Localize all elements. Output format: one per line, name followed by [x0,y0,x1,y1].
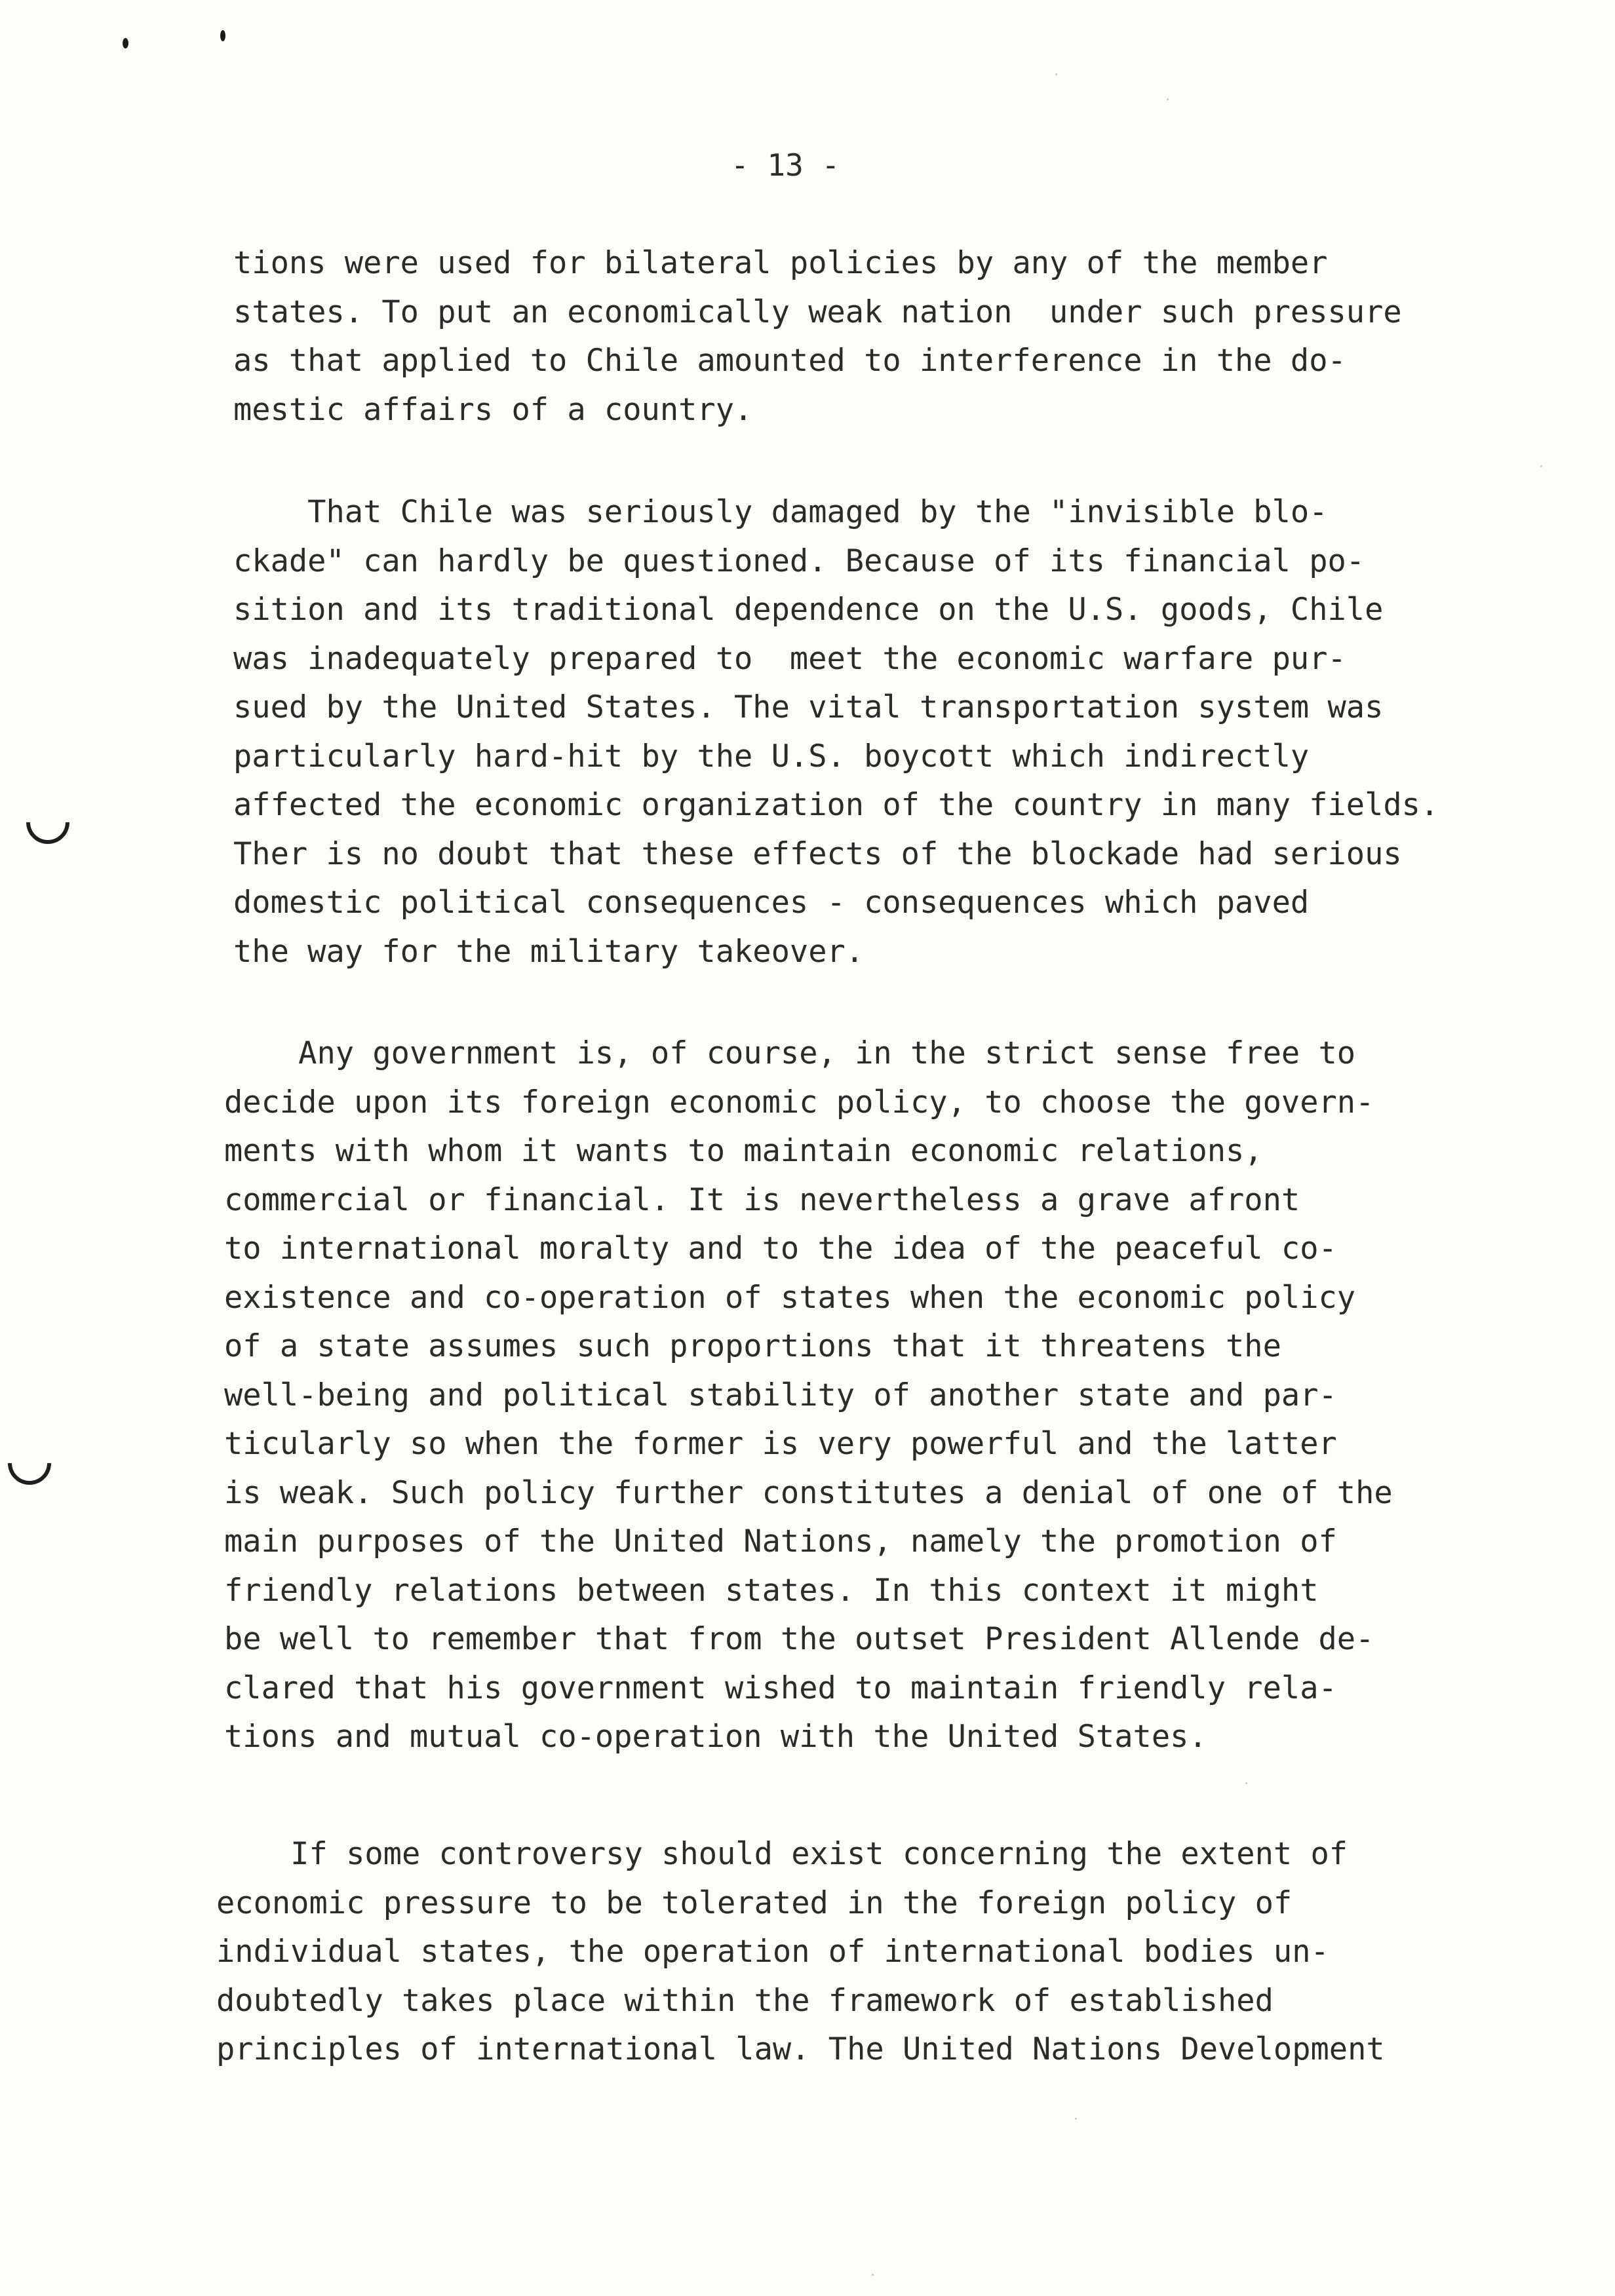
scan-noise [1167,98,1169,100]
punch-hole-mark [17,792,78,852]
text-line: affected the economic organization of the country in many fields. [233,787,1439,823]
text-line: sition and its traditional dependence on the U.S. goods, Chile [233,592,1384,628]
text-line: economic pressure to be tolerated in the foreign policy of [216,1885,1293,1921]
ink-speck [220,30,225,41]
text-line: was inadequately prepared to meet the economic warfare pur- [233,641,1346,677]
text-line: domestic political consequences - consequences which paved [233,885,1310,921]
text-line: existence and co-operation of states when the economic policy [224,1280,1356,1316]
page-number: - 13 - [731,147,840,183]
text-line: If some controversy should exist concerning the extent of [216,1836,1348,1872]
text-line: be well to remember that from the outset President Allende de- [224,1621,1374,1657]
text-line: tions were used for bilateral policies by any of the member [233,245,1328,281]
text-line: the way for the military takeover. [233,934,865,970]
scan-noise [1540,465,1542,467]
text-line: to international moralty and to the idea of the peaceful co- [224,1231,1337,1267]
text-line: commercial or financial. It is nevertheless a grave afront [224,1182,1300,1218]
text-line: friendly relations between states. In this context it might [224,1573,1319,1609]
text-line: tions and mutual co-operation with the United States. [224,1719,1207,1755]
text-line: Ther is no doubt that these effects of the blockade had serious [233,836,1402,872]
text-line: That Chile was seriously damaged by the "invisible blo- [233,494,1328,530]
text-line: mestic affairs of a country. [233,392,753,428]
text-line: main purposes of the United Nations, namely the promotion of [224,1523,1337,1559]
scan-noise [1075,2118,1077,2120]
scan-noise [1055,73,1057,75]
text-line: ments with whom it wants to maintain economic relations, [224,1133,1263,1169]
text-line: principles of international law. The United Nations Development [216,2031,1385,2067]
text-line: as that applied to Chile amounted to interference in the do- [233,343,1346,379]
text-line: clared that his government wished to maintain friendly rela- [224,1670,1337,1706]
text-line: individual states, the operation of international bodies un- [216,1934,1329,1970]
text-line: sued by the United States. The vital transportation system was [233,689,1384,725]
text-line: ckade" can hardly be questioned. Because of its financial po- [233,543,1365,579]
text-line: ticularly so when the former is very powerful and the latter [224,1426,1337,1462]
text-line: Any government is, of course, in the strict sense free to [224,1035,1356,1071]
text-line: well-being and political stability of another state and par- [224,1377,1337,1413]
text-line: particularly hard-hit by the U.S. boycott which indirectly [233,738,1310,775]
punch-hole-mark [0,1432,60,1493]
text-line: states. To put an economically weak nation under such pressure [233,294,1402,330]
text-line: is weak. Such policy further constitutes a denial of one of the [224,1475,1393,1511]
text-line: decide upon its foreign economic policy, to choose the govern- [224,1084,1374,1120]
scan-noise [1245,1782,1247,1784]
ink-speck [123,38,128,48]
scan-noise [872,2274,874,2276]
text-line: doubtedly takes place within the framework of established [216,1983,1274,2019]
text-line: of a state assumes such proportions that it threatens the [224,1328,1281,1364]
